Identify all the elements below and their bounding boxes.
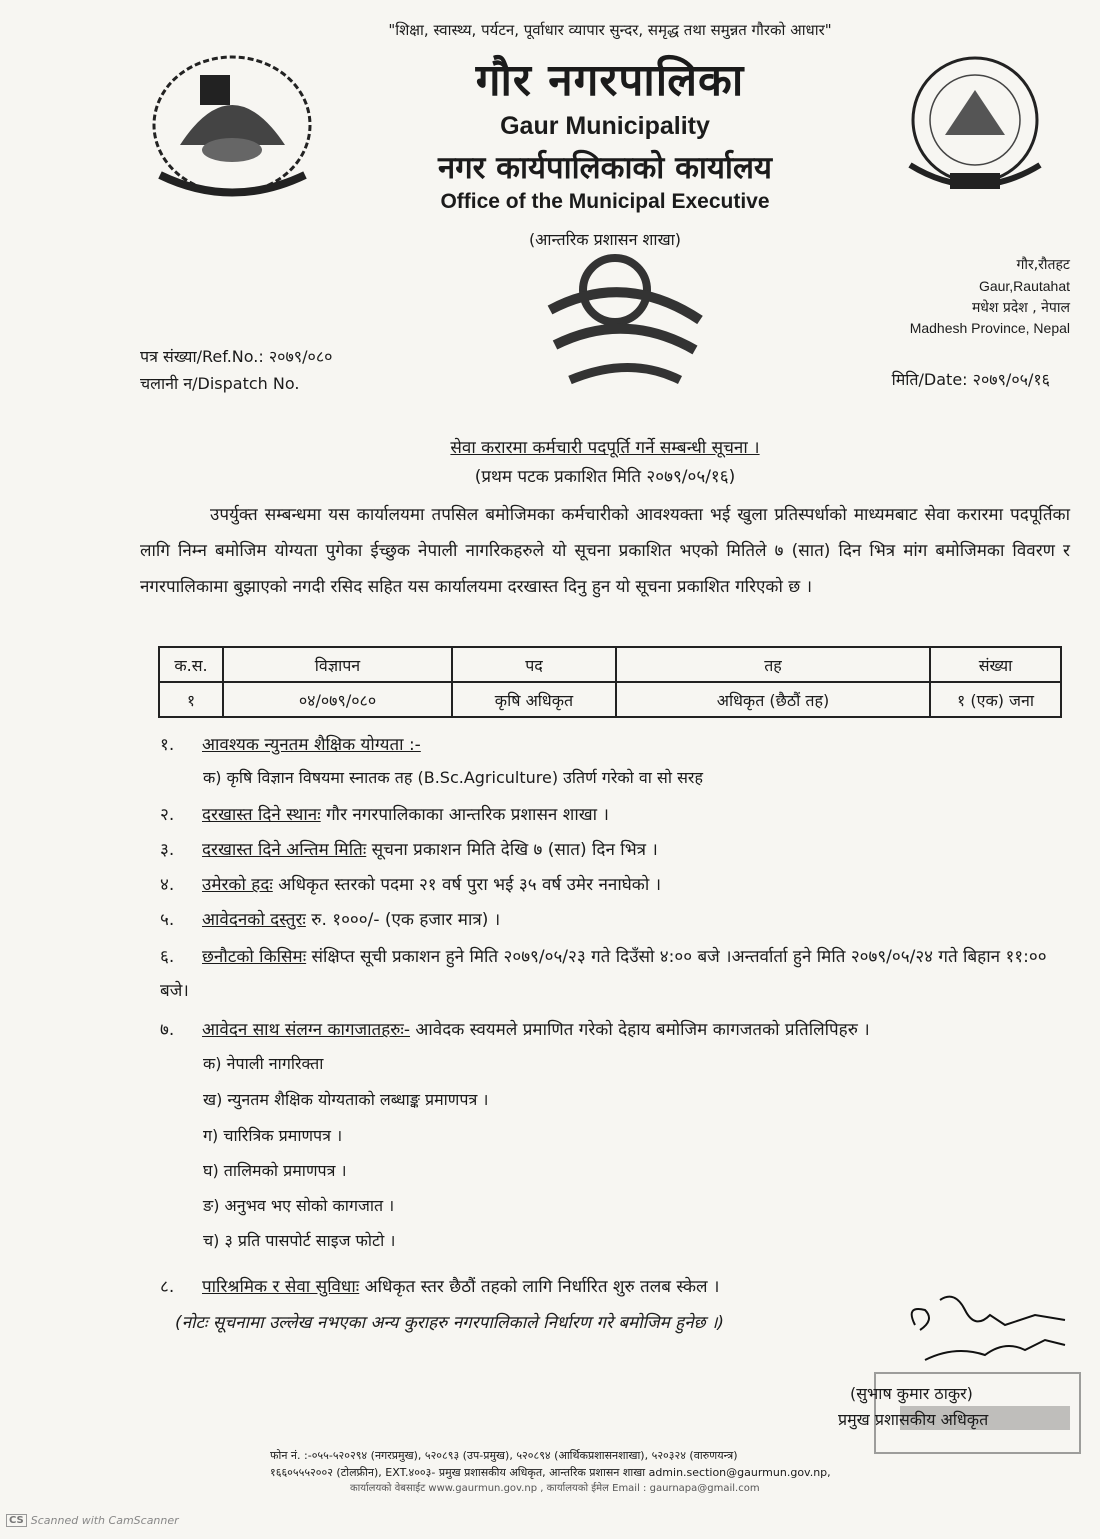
list-item: [160, 1013, 1070, 1047]
item-number: ७.: [160, 1020, 175, 1040]
vacancy-table: [158, 646, 1062, 718]
column-header: तह: [616, 647, 930, 682]
list-sub-item: ख) न्युनतम शैक्षिक योग्यताको लब्धाङ्क प्रमाणपत्र ।: [203, 1090, 489, 1109]
notice-subtitle: (प्रथम पटक प्रकाशित मिति २०७९/०५/१६): [474, 467, 736, 487]
list-item: [160, 833, 1070, 867]
item-number: ८.: [160, 1277, 175, 1297]
signer-name: (सुभाष कुमार ठाकुर): [850, 1384, 973, 1403]
municipality-seal-logo: [895, 45, 1055, 205]
signer-title: प्रमुख प्रशासकीय अधिकृत: [838, 1410, 989, 1429]
office-stamp: [530, 250, 720, 400]
item-label: आवश्यक न्युनतम शैक्षिक योग्यता :-: [202, 735, 421, 755]
item-number: ६.: [160, 947, 175, 967]
item-text: अधिकृत स्तरको पदमा २१ वर्ष पुरा भई ३५ वर्ष उमेर ननाघेको ।: [272, 875, 662, 895]
table-cell: अधिकृत (छैठौं तह): [616, 682, 930, 717]
table-header-row: [159, 647, 1061, 682]
table-row: [159, 682, 1061, 717]
item-label: उमेरको हदः: [202, 875, 273, 895]
item-number: १.: [160, 735, 175, 755]
list-item: [160, 728, 1070, 762]
list-sub-item: च) ३ प्रति पासपोर्ट साइज फोटो ।: [203, 1231, 396, 1250]
table-cell: १: [159, 682, 223, 717]
list-item: [160, 798, 1070, 832]
footer-contact: [270, 1447, 1090, 1481]
nepal-emblem-logo: [140, 45, 325, 205]
address-line: Madhesh Province, Nepal: [909, 320, 1070, 336]
list-sub-item: ग) चारित्रिक प्रमाणपत्र ।: [203, 1126, 343, 1145]
item-text: गौर नगरपालिकाका आन्तरिक प्रशासन शाखा ।: [320, 805, 609, 825]
table-cell: ०४/०७९/०८०: [223, 682, 452, 717]
item-text: सूचना प्रकाशन मिति देखि ७ (सात) दिन भित्र ।: [366, 840, 658, 860]
reference-number: पत्र संख्या/Ref.No.: २०७९/०८०: [140, 347, 333, 366]
notice-note: (नोटः सूचनामा उल्लेख नभएका अन्य कुराहरु नगरपालिकाले निर्धारण गरे बमोजिम हुनेछ ।): [175, 1313, 725, 1333]
item-label: छनौटको किसिमः: [202, 947, 307, 967]
notice-subject: सेवा करारमा कर्मचारी पदपूर्ति गर्ने सम्बन्धी सूचना ।: [450, 438, 760, 458]
column-header: संख्या: [930, 647, 1061, 682]
item-number: २.: [160, 805, 175, 825]
item-text: संक्षिप्त सूची प्रकाशन हुने मिति २०७९/०५/२३ गते दिउँसो ४:०० बजे ।अन्तर्वार्ता हुने मिति २०७९/०५/२४ गते बिहान ११:०० बजे।: [160, 947, 1047, 1001]
item-text: अधिकृत स्तर छैठौं तहको लागि निर्धारित शुरु तलब स्केल ।: [359, 1277, 720, 1297]
item-text: रु. १०००/- (एक हजार मात्र) ।: [305, 910, 501, 930]
item-number: ४.: [160, 875, 175, 895]
scanner-watermark: [6, 1514, 179, 1527]
column-header: पद: [452, 647, 616, 682]
office-name-nepali: नगर कार्यपालिकाको कार्यालय: [438, 150, 772, 186]
list-item: [160, 903, 1070, 937]
item-label: दरखास्त दिने अन्तिम मितिः: [202, 840, 367, 860]
item-text: आवेदक स्वयमले प्रमाणित गरेको देहाय बमोजिम कागजतको प्रतिलिपिहरु ।: [410, 1020, 870, 1040]
address-line: गौर,रौतहट: [1016, 257, 1070, 273]
table-cell: कृषि अधिकृत: [452, 682, 616, 717]
item-number: ५.: [160, 910, 175, 930]
table-cell: १ (एक) जना: [930, 682, 1061, 717]
column-header: विज्ञापन: [223, 647, 452, 682]
item-label: पारिश्रमिक र सेवा सुविधाः: [202, 1277, 360, 1297]
office-name-english: Office of the Municipal Executive: [440, 190, 770, 213]
footer-line: १६६०५५५२००२ (टोलफ्रीन), EXT.४००३- प्रमुख प्रशासकीय अधिकृत, आन्तरिक प्रशासन शाखा admin.section@gaurmun.gov.np,: [270, 1466, 831, 1479]
list-sub-item: क) कृषि विज्ञान विषयमा स्नातक तह (B.Sc.Agriculture) उतिर्ण गरेको वा सो सरह: [203, 768, 703, 787]
address-line: मधेश प्रदेश , नेपाल: [971, 300, 1070, 316]
notice-intro: उपर्युक्त सम्बन्धमा यस कार्यालयमा तपसिल बमोजिमका कर्मचारीको आवश्यक्ता भई खुला प्रतिस्पर्धाको माध्यमबाट सेवा करारमा पदपूर्तिका लागि निम्न बमोजिम योग्यता पुगेका ईच्छुक नेपाली नागरिकहरुले यो सूचना प्रकाशित भएको मितिले ७ (सात) दिन भित्र मांग बमोजिमका विवरण र नगरपालिकामा बुझाएको नगदी रसिद सहित यस कार्यालयमा दरखास्त दिनु हुन यो सूचना प्रकाशित गरिएको छ ।: [140, 505, 1070, 597]
footer-line: फोन नं. :-०५५-५२०२९४ (नगरप्रमुख), ५२०८९३ (उप-प्रमुख), ५२०८९४ (आर्थिकप्रशासनशाखा), ५२०३२४ (वारुणयन्त्र): [270, 1449, 738, 1462]
list-item: [160, 868, 1070, 902]
dispatch-number: चलानी न/Dispatch No.: [140, 374, 300, 393]
item-number: ३.: [160, 840, 175, 860]
item-label: आवेदनको दस्तुरः: [202, 910, 306, 930]
municipality-name-nepali: गौर नगरपालिका: [475, 55, 745, 106]
municipality-name-english: Gaur Municipality: [500, 112, 710, 140]
address-line: Gaur,Rautahat: [978, 278, 1070, 294]
list-sub-item: क) नेपाली नागरिक्ता: [203, 1054, 324, 1073]
letter-date: मिति/Date: २०७९/०५/१६: [891, 370, 1050, 389]
item-label: आवेदन साथ संलग्न कागजातहरुः-: [202, 1020, 410, 1040]
camscanner-icon: CS: [6, 1514, 27, 1527]
footer-line: कार्यालयको वेबसाईट www.gaurmun.gov.np , कार्यालयको ईमेल Email : gaurnapa@gmail.com: [350, 1483, 760, 1494]
branch-name: (आन्तरिक प्रशासन शाखा): [528, 230, 682, 249]
list-item: [160, 940, 1070, 1008]
column-header: क.स.: [159, 647, 223, 682]
item-label: दरखास्त दिने स्थानः: [202, 805, 321, 825]
motto: "शिक्षा, स्वास्थ्य, पर्यटन, पूर्वाधार व्यापार सुन्दर, समृद्ध तथा समुन्नत गौरको आधार": [388, 21, 832, 39]
list-sub-item: ङ) अनुभव भए सोको कागजात ।: [203, 1196, 395, 1215]
scanner-label: Scanned with CamScanner: [30, 1514, 179, 1527]
list-sub-item: घ) तालिमको प्रमाणपत्र ।: [203, 1161, 347, 1180]
